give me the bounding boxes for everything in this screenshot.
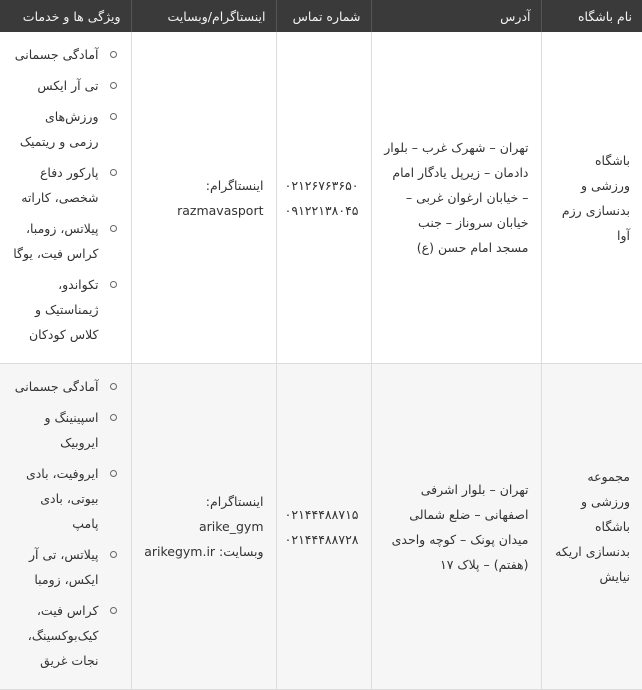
phone-number: ۰۲۱۴۴۴۸۸۷۱۵	[284, 506, 359, 522]
header-features: ویژگی ها و خدمات	[0, 0, 131, 32]
gym-name: باشگاه ورزشی و بدنسازی رزم آوا	[541, 32, 642, 364]
gym-features	[0, 364, 131, 690]
gym-address: تهران – شهرک غرب – بلوار دادمان – زیرپل یادگار امام – خیابان ارغوان غربی – خیابان سروناز – جنب مسجد امام حسن (ع)	[371, 32, 541, 364]
list-item: پیلاتس، زومبا، کراس فیت، یوگا	[12, 216, 119, 266]
gym-features	[0, 32, 131, 364]
instagram-label: اینستاگرام:	[205, 494, 264, 509]
gym-address: تهران – بلوار اشرفی اصفهانی – ضلع شمالی میدان پونک – کوچه واحدی (هفتم) – پلاک ۱۷	[371, 364, 541, 690]
gym-web	[131, 364, 276, 690]
gym-web	[131, 32, 276, 364]
feature-list	[12, 42, 119, 347]
gym-name: مجموعه ورزشی و باشگاه بدنسازی اریکه نیایش	[541, 364, 642, 690]
list-item: ایروفیت، بادی بیوتی، بادی پامپ	[12, 461, 119, 536]
list-item: پیلاتس، تی آر ایکس، زومبا	[12, 542, 119, 592]
header-phone: شماره تماس	[276, 0, 371, 32]
feature-list	[12, 374, 119, 673]
list-item: آمادگی جسمانی	[12, 374, 119, 399]
list-item: تکواندو، ژیمناستیک و کلاس کودکان	[12, 272, 119, 347]
table-row	[0, 32, 642, 364]
website-link[interactable]: arikegym.ir	[144, 544, 216, 559]
header-name: نام باشگاه	[541, 0, 642, 32]
header-row	[0, 0, 642, 32]
phone-number: ۰۲۱۲۶۷۶۳۶۵۰	[284, 177, 359, 193]
table-row	[0, 364, 642, 690]
phone-number: ۰۹۱۲۲۱۳۸۰۴۵	[284, 202, 359, 218]
list-item: آمادگی جسمانی	[12, 42, 119, 67]
header-address: آدرس	[371, 0, 541, 32]
website-label: وبسایت:	[219, 544, 264, 559]
list-item: ورزش‌های رزمی و ریتمیک	[12, 104, 119, 154]
list-item: پارکور دفاع شخصی، کاراته	[12, 160, 119, 210]
list-item: اسپینینگ و ایروبیک	[12, 405, 119, 455]
gym-phones	[276, 364, 371, 690]
instagram-label: اینستاگرام:	[205, 177, 264, 193]
instagram-handle[interactable]: arike_gym	[198, 519, 264, 534]
phone-number: ۰۲۱۴۴۴۸۸۷۲۸	[284, 531, 359, 547]
list-item: تی آر ایکس	[12, 73, 119, 98]
list-item: کراس فیت، کیک‌بوکسینگ، نجات غریق	[12, 598, 119, 673]
gym-phones	[276, 32, 371, 364]
instagram-handle[interactable]: razmavasport	[177, 202, 264, 218]
header-web: اینستاگرام/وبسایت	[131, 0, 276, 32]
